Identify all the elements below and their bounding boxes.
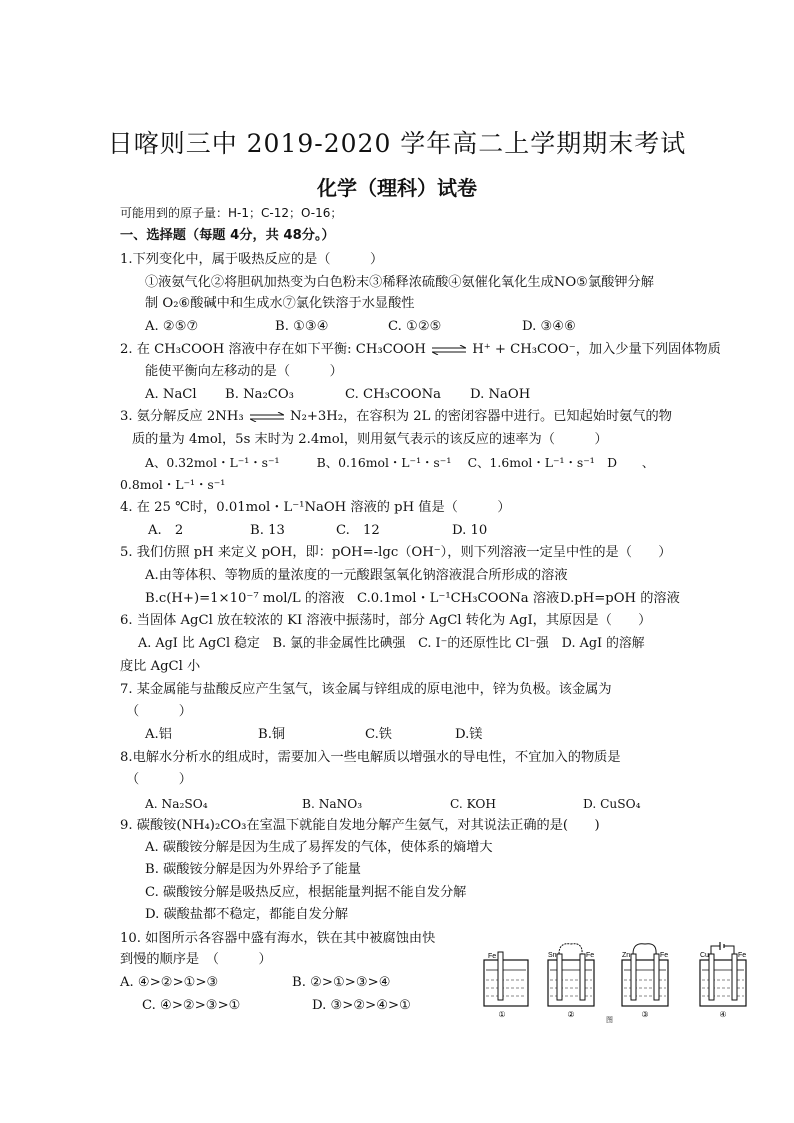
q3-line3: A、0.32mol・L⁻¹・s⁻¹ B、0.16mol・L⁻¹・s⁻¹ C、1.6mol・L⁻¹・s⁻¹ D 、 [145, 455, 655, 470]
q6-stem: 6. 当固体 AgCl 放在较浓的 KI 溶液中振荡时，部分 AgCl 转化为 AgI，其原因是（ ） [120, 613, 652, 628]
q8-line2: （ ） [126, 772, 192, 787]
beaker-4-number: ④ [719, 1010, 727, 1019]
q9-option-a: A. 碳酸铵分解是因为生成了易挥发的气体，使体系的熵增大 [145, 840, 493, 855]
q1-option-d: D. ③④⑥ [522, 319, 576, 334]
q2-stem-b: H⁺ + CH₃COO⁻，加入少量下列固体物质 [472, 342, 721, 357]
q4-option-d: D. 10 [452, 523, 488, 538]
q8-option-a: A. Na₂SO₄ [145, 797, 208, 811]
corrosion-beakers-figure [476, 940, 776, 1020]
q3-line2: 质的量为 4mol，5s 末时为 2.4mol，则用氨气表示的该反应的速率为（ ） [132, 432, 608, 447]
beaker-4 [700, 942, 746, 1019]
q7-option-b: B.铜 [258, 727, 286, 742]
q10-stem: 10. 如图所示各容器中盛有海水，铁在其中被腐蚀由快 [120, 931, 436, 946]
q4-stem: 4. 在 25 ℃时，0.01mol・L⁻¹NaOH 溶液的 pH 值是（ ） [120, 500, 511, 515]
q1-line2: ①液氨气化②将胆矾加热变为白色粉末③稀释浓硫酸④氨催化氧化生成NO⑤氯酸钾分解 [145, 275, 654, 290]
beaker-3-left-label: Zn [622, 952, 631, 959]
equilibrium-arrow-icon [250, 412, 284, 422]
beaker-3 [622, 944, 668, 1019]
q9-option-d: D. 碳酸盐都不稳定，都能自发分解 [145, 907, 349, 922]
beaker-4-right-label: Fe [738, 952, 747, 959]
atomic-masses: 可能用到的原子量：H-1；C-12；O-16； [120, 206, 343, 220]
page-subtitle: 化学（理科）试卷 [317, 176, 477, 200]
page-title: 日喀则三中 2019-2020 学年高二上学期期末考试 [107, 129, 687, 158]
q3-line4: 0.8mol・L⁻¹・s⁻¹ [120, 477, 226, 492]
q10-option-c: C. ④>②>③>① [142, 998, 241, 1013]
q1-option-a: A. ②⑤⑦ [145, 319, 199, 334]
q5-option-a: A.由等体积、等物质的量浓度的一元酸跟氢氧化钠溶液混合所形成的溶液 [145, 568, 568, 583]
q2-option-b: B. Na₂CO₃ [225, 387, 294, 402]
q4-option-b: B. 13 [250, 523, 285, 538]
q2-stem [120, 342, 721, 358]
q2-option-d: D. NaOH [470, 387, 531, 402]
beaker-3-number: ③ [641, 1010, 649, 1019]
beaker-2-number: ② [567, 1010, 575, 1019]
q8-option-d: D. CuSO₄ [583, 797, 641, 811]
beaker-4-left-label: Cu [700, 952, 709, 959]
q1-stem: 1.下列变化中，属于吸热反应的是（ ） [120, 252, 384, 267]
q8-stem: 8.电解水分析水的组成时，需要加入一些电解质以增强水的导电性，不宜加入的物质是 [120, 750, 621, 765]
q4-option-a: A. 2 [148, 523, 184, 538]
figure-caption: 图 [606, 1016, 613, 1024]
q7-option-a: A.铝 [145, 727, 172, 742]
q9-option-c: C. 碳酸铵分解是吸热反应，根据能量判据不能自发分解 [145, 885, 467, 900]
q4-option-c: C. 12 [336, 523, 380, 538]
q7-line2: （ ） [126, 704, 192, 719]
q9-stem: 9. 碳酸铵(NH₄)₂CO₃在室温下就能自发地分解产生氨气，对其说法正确的是( ) [120, 818, 600, 833]
q10-option-a: A. ④>②>①>③ [120, 975, 219, 990]
beaker-2 [548, 944, 594, 1019]
q6-line3: 度比 AgCl 小 [120, 659, 201, 674]
q8-option-b: B. NaNO₃ [302, 797, 363, 811]
beaker-1-left-label: Fe [488, 953, 497, 960]
q7-option-c: C.铁 [365, 727, 392, 742]
q10-line2: 到慢的顺序是 （ ） [120, 952, 272, 967]
q7-option-d: D.镁 [455, 727, 483, 742]
q10-option-d: D. ③>②>④>① [312, 998, 411, 1013]
equilibrium-arrow-icon [432, 345, 466, 355]
q1-option-c: C. ①②⑤ [388, 319, 442, 334]
q6-line2: A. AgI 比 AgCl 稳定 B. 氯的非金属性比碘强 C. I⁻的还原性比 Cl⁻强 D. AgI 的溶解 [138, 636, 645, 651]
beaker-1-number: ① [498, 1010, 506, 1019]
q3-stem [120, 409, 672, 425]
q5-option-c: C.0.1mol・L⁻¹CH₃COONa 溶液 [357, 591, 560, 606]
q7-stem: 7. 某金属能与盐酸反应产生氢气，该金属与锌组成的原电池中，锌为负极。该金属为 [120, 682, 612, 697]
q2-stem-a: 2. 在 CH₃COOH 溶液中存在如下平衡: CH₃COOH [120, 342, 426, 357]
beaker-1 [484, 952, 528, 1019]
section-heading: 一、选择题（每题 4分，共 48分。） [120, 228, 335, 243]
q1-option-b: B. ①③④ [275, 319, 329, 334]
q2-line2: 能使平衡向左移动的是（ ） [145, 364, 343, 379]
beaker-2-left-label: Sn [548, 952, 557, 959]
q8-option-c: C. KOH [450, 797, 497, 811]
q10-option-b: B. ②>①>③>④ [292, 975, 391, 990]
q5-option-d: D.pH=pOH 的溶液 [560, 591, 680, 606]
beaker-3-right-label: Fe [660, 952, 669, 959]
q9-option-b: B. 碳酸铵分解是因为外界给予了能量 [145, 862, 361, 877]
q2-option-c: C. CH₃COONa [345, 387, 441, 402]
q5-stem: 5. 我们仿照 pH 来定义 pOH，即：pOH=-lgc（OH⁻），则下列溶液一定呈中性的是（ ） [120, 545, 672, 560]
q3-stem-b: N₂+3H₂，在容积为 2L 的密闭容器中进行。已知起始时氨气的物 [290, 409, 672, 424]
beaker-2-right-label: Fe [586, 952, 595, 959]
q2-option-a: A. NaCl [145, 387, 197, 402]
q3-stem-a: 3. 氨分解反应 2NH₃ [120, 409, 244, 424]
q1-line3: 制 O₂⑥酸碱中和生成水⑦氯化铁溶于水显酸性 [145, 296, 415, 311]
q5-option-b: B.c(H+)=1×10⁻⁷ mol/L 的溶液 [145, 591, 345, 606]
